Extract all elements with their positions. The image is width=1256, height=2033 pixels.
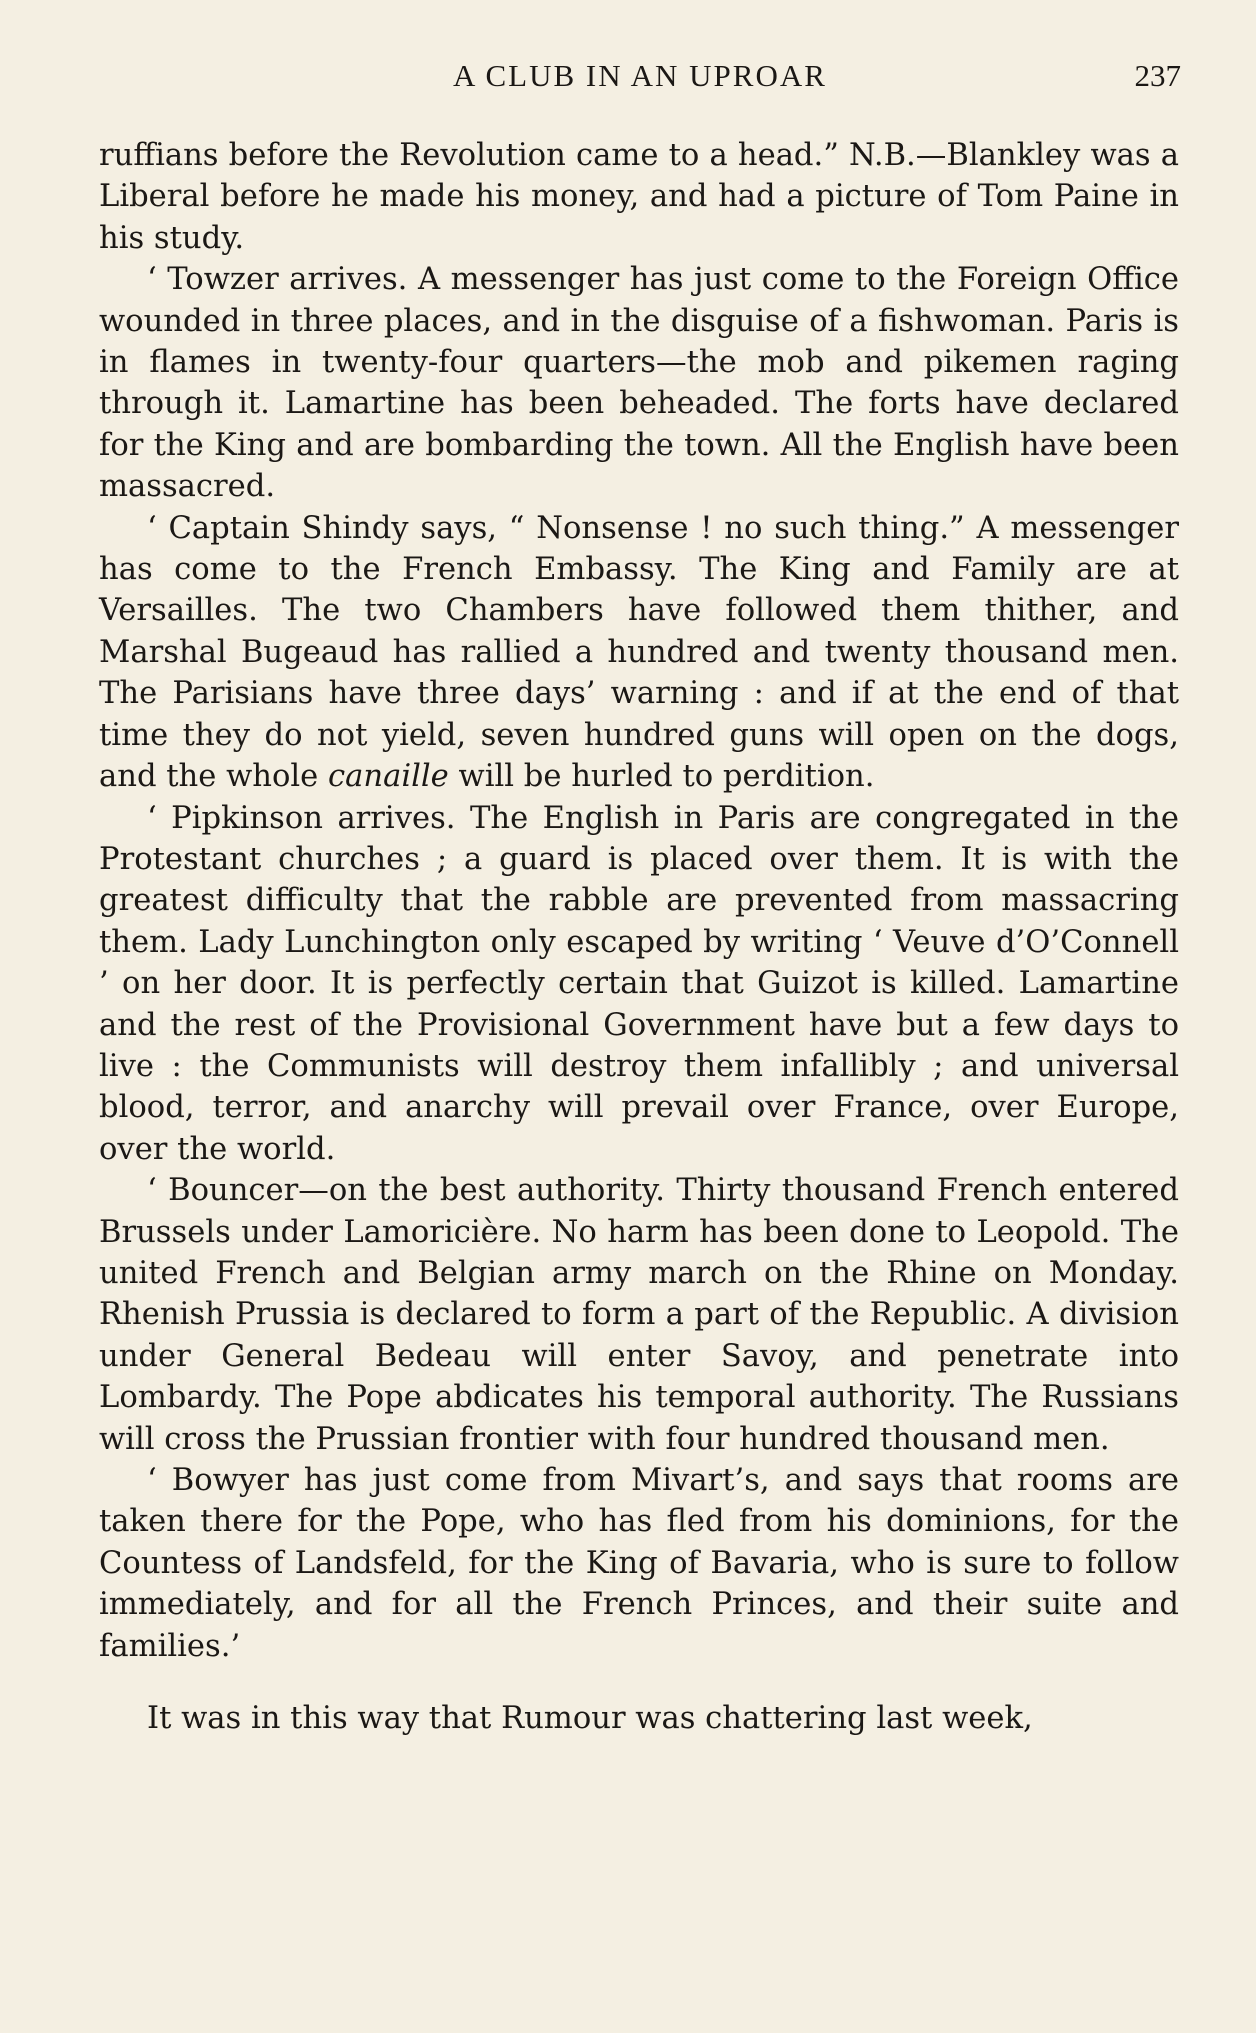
paragraph-captain-shindy-end: will be hurled to perdition.: [458, 759, 875, 795]
paragraph-continuation: ruffians before the Revolution came to a head.” N.B.—Blankley was a Liberal before he made his money, and had a picture of Tom Paine in his study.: [99, 138, 1179, 256]
paragraph-captain-shindy-text: ‘ Captain Shindy says, “ Nonsense ! no such thing.” A messenger has come to the French Embassy. The King and Family are at Versailles. The two Chambers have followed them thither, and Marshal Bugeaud has rallied a hundred and twenty thousand men. The Parisians have three days’ warning : and if at the end of that time they do not yield, seven hundred guns will open on the dogs, and the whole: [99, 510, 1179, 795]
paragraph-rumour: It was in this way that Rumour was chattering last week,: [147, 1701, 1033, 1737]
running-title: A CLUB IN AN UPROAR: [453, 58, 827, 93]
paragraph-bouncer: ‘ Bouncer—on the best authority. Thirty thousand French entered Brussels under Lamoricière. No harm has been done to Leopold. The united French and Belgian army march on the Rhine on Monday. Rhenish Prussia is declared to form a part of the Republic. A division under General Bedeau will enter Savoy, and penetrate into Lombardy. The Pope abdicates his temporal authority. The Russians will cross the Prussian frontier with four hundred thousand men.: [99, 1173, 1179, 1457]
paragraph-pipkinson: ‘ Pipkinson arrives. The English in Paris are congregated in the Protestant churches ; a guard is placed over them. It is with the greatest difficulty that the rabble are prevented from massacring them. Lady Lunchington only escaped by writing ‘ Veuve d’O’Connell ’ on her door. It is perfectly certain that Guizot is killed. Lamartine and the rest of the Provisional Government have but a few days to live : the Communists will destroy them infallibly ; and universal blood, terror, and anarchy will prevail over France, over Europe, over the world.: [99, 800, 1179, 1167]
paragraph-bowyer: ‘ Bowyer has just come from Mivart’s, and says that rooms are taken there for the Pope, who has fled from his dominions, for the Countess of Landsfeld, for the King of Bavaria, who is sure to follow immediately, and for all the French Princes, and their suite and families.’: [99, 1463, 1179, 1664]
paragraph-captain-shindy: [99, 508, 1179, 798]
running-head: [99, 54, 1181, 98]
italic-word-canaille: canaille: [328, 759, 449, 795]
body-text: [99, 135, 1179, 1739]
paragraph-towzer: ‘ Towzer arrives. A messenger has just come to the Foreign Office wounded in three places, and in the disguise of a fishwoman. Paris is in flames in twenty-four quarters—the mob and pikemen raging through it. Lamartine has been beheaded. The forts have declared for the King and are bombarding the town. All the English have been massacred.: [99, 262, 1179, 505]
page-number: 237: [1134, 58, 1181, 93]
